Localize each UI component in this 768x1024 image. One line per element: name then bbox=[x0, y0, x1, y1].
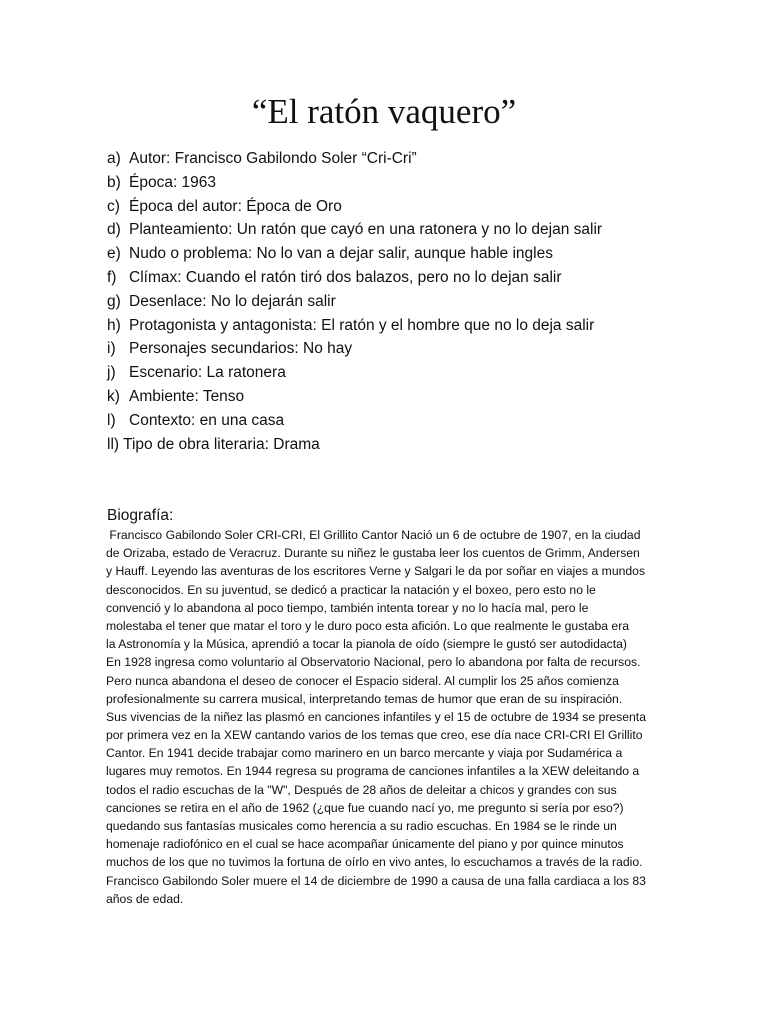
list-marker: j) bbox=[107, 364, 116, 382]
list-item bbox=[107, 242, 727, 266]
list-item-text: Protagonista y antagonista: El ratón y el hombre que no lo deja salir bbox=[129, 316, 595, 334]
list-item bbox=[107, 433, 727, 457]
list-item-text: Planteamiento: Un ratón que cayó en una ratonera y no lo dejan salir bbox=[129, 221, 603, 239]
list-item bbox=[107, 171, 727, 195]
list-marker: b) bbox=[107, 173, 121, 191]
list-marker: k) bbox=[107, 387, 120, 405]
biography-line: quedando sus fantasías musicales como herencia a su radio escuchas. En 1984 se le rinde un bbox=[106, 819, 617, 833]
list-marker: d) bbox=[107, 221, 121, 239]
list-item-text: Época: 1963 bbox=[129, 173, 217, 191]
list-item bbox=[107, 385, 727, 409]
list-marker: c) bbox=[107, 197, 120, 215]
list-item bbox=[107, 266, 727, 290]
list-item-text: Clímax: Cuando el ratón tiró dos balazos, pero no lo dejan salir bbox=[129, 268, 562, 286]
list-item-text: Escenario: La ratonera bbox=[129, 364, 286, 382]
biography-line: años de edad. bbox=[106, 891, 184, 906]
biography-line: homenaje radiofónico en el cual se hace acompañar únicamente del piano y por quince minutos bbox=[106, 837, 624, 852]
list-item bbox=[107, 337, 727, 361]
biography-line: lugares muy remotos. En 1944 regresa su programa de canciones infantiles a la XEW deleitando a bbox=[106, 764, 640, 779]
biography-line: Cantor. En 1941 decide trabajar como marinero en un barco mercante y viaja por Sudamérica a bbox=[106, 746, 623, 761]
list-item bbox=[107, 409, 727, 433]
biography-line: En 1928 ingresa como voluntario al Observatorio Nacional, pero lo abandona por falta de recursos. bbox=[106, 655, 641, 670]
list-marker: f) bbox=[107, 268, 117, 286]
biography-line: Francisco Gabilondo Soler muere el 14 de diciembre de 1990 a causa de una falla cardiaca a los 83 bbox=[106, 873, 646, 888]
list-item bbox=[107, 314, 727, 338]
list-item-text: Tipo de obra literaria: Drama bbox=[123, 435, 320, 453]
biography-line: muchos de los que no tuvimos la fortuna de oírlo en vivo antes, lo escuchamos a través de la radio. bbox=[106, 855, 643, 870]
document-title: “El ratón vaquero” bbox=[251, 92, 517, 131]
list-marker: h) bbox=[107, 316, 121, 334]
list-marker: i) bbox=[107, 340, 116, 358]
biography-line: profesionalmente su carrera musical, interpretando temas de humor que eran de su inspiración. bbox=[106, 691, 623, 706]
list-item-text: Desenlace: No lo dejarán salir bbox=[129, 292, 336, 310]
biography-line: Sus vivencias de la niñez las plasmó en canciones infantiles y el 15 de octubre de 1934 se presenta bbox=[106, 709, 646, 724]
list-item-text: Época del autor: Época de Oro bbox=[129, 197, 342, 215]
biography-heading: Biografía: bbox=[107, 507, 174, 524]
biography-line: de Orizaba, estado de Veracruz. Durante su niñez le gustaba leer los cuentos de Grimm, Andersen bbox=[106, 546, 640, 561]
list-item bbox=[107, 218, 727, 242]
list-item-text: Ambiente: Tenso bbox=[129, 387, 245, 405]
list-item-text: Contexto: en una casa bbox=[129, 411, 285, 429]
biography-line: Francisco Gabilondo Soler CRI-CRI, El Grillito Cantor Nació un 6 de octubre de 1907, en la ciudad bbox=[106, 528, 641, 542]
list-item bbox=[107, 290, 727, 314]
biography-line: por primera vez en la XEW cantando varios de los temas que creo, ese día nace CRI-CRI El Grillito bbox=[106, 728, 643, 743]
list-item-text: Personajes secundarios: No hay bbox=[129, 340, 353, 358]
biography-paragraph bbox=[106, 526, 662, 908]
biography-line: desconocidos. En su juventud, se dedicó a practicar la natación y el boxeo, pero esto no le bbox=[106, 582, 596, 597]
biography-line: todos el radio escuchas de la "W", Después de 28 años de deleitar a chicos y grandes con sus bbox=[106, 782, 617, 797]
list-item bbox=[107, 195, 727, 219]
biography-line: y Hauff. Leyendo las aventuras de los escritores Verne y Salgari le da por soñar en viajes a mundos bbox=[106, 564, 646, 579]
list-item-text: Nudo o problema: No lo van a dejar salir, aunque hable ingles bbox=[129, 245, 553, 263]
biography-line: la Astronomía y la Música, aprendió a tocar la pianola de oído (siempre le gustó ser autodidacta) bbox=[106, 637, 627, 652]
list-item bbox=[107, 361, 727, 385]
list-item bbox=[107, 147, 727, 171]
story-elements-list bbox=[107, 147, 727, 456]
list-item-text: Autor: Francisco Gabilondo Soler “Cri-Cri” bbox=[129, 150, 417, 167]
list-marker: a) bbox=[107, 150, 121, 167]
list-marker: l) bbox=[107, 411, 116, 429]
list-marker: g) bbox=[107, 292, 121, 310]
biography-line: canciones se retira en el año de 1962 (¿que fue cuando nací yo, me pregunto si sería por eso?) bbox=[106, 800, 624, 815]
list-marker: ll) bbox=[107, 435, 120, 453]
biography-line: Pero nunca abandona el deseo de conocer el Espacio sideral. Al cumplir los 25 años comienza bbox=[106, 673, 619, 688]
biography-line: molestaba el tener que matar el toro y le duro poco esta afición. Lo que realmente le gustaba era bbox=[106, 618, 630, 633]
biography-line: convenció y lo abandona al poco tiempo, también intenta torear y no lo hacía mal, pero le bbox=[106, 600, 589, 615]
list-marker: e) bbox=[107, 245, 121, 263]
